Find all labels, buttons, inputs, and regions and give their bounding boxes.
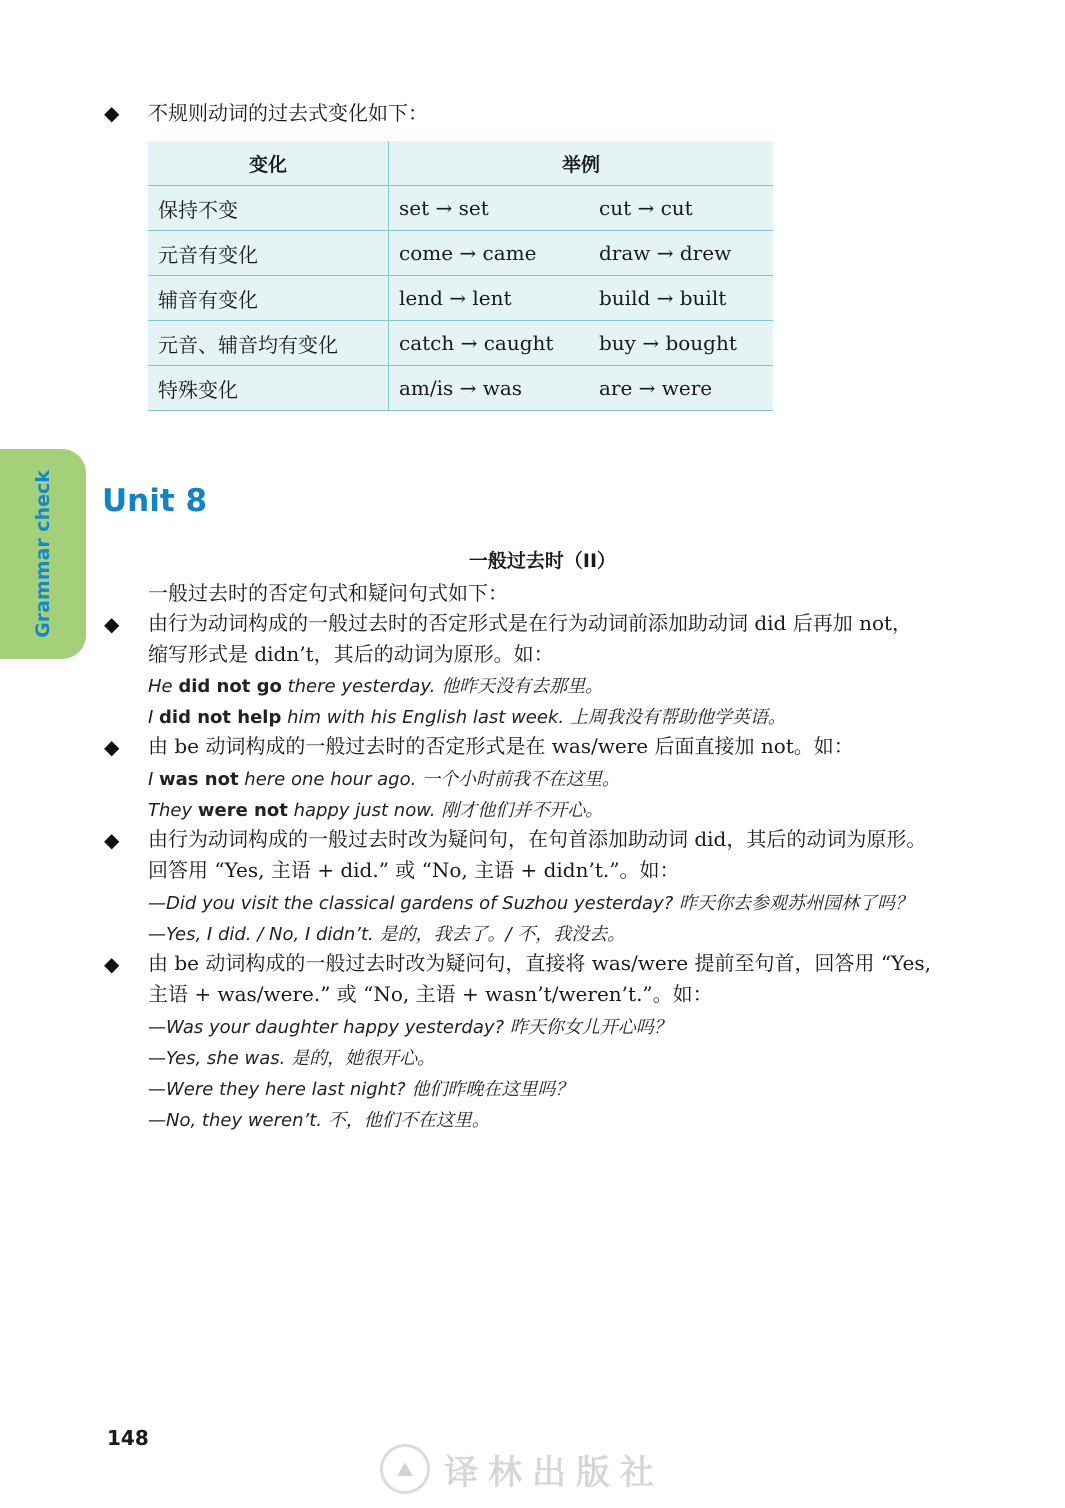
page-number: 148 <box>107 1426 149 1450</box>
rule1-example1 <box>148 672 603 702</box>
rule1-example2 <box>148 703 786 733</box>
example-text: I <box>148 769 160 790</box>
unit-title: Unit 8 <box>102 483 208 519</box>
cell-change: 辅音有变化 <box>148 276 389 321</box>
example-bold: did not help <box>159 707 282 728</box>
example-text: I <box>148 707 160 728</box>
rule1-line1: 由行为动词构成的一般过去时的否定形式是在行为动词前添加助动词 did 后再加 not， <box>148 611 913 635</box>
rule3-example1: —Did you visit the classical gardens of Suzhou yesterday? 昨天你去参观苏州园林了吗？ <box>148 893 913 914</box>
side-tab-label: Grammar check <box>32 470 54 638</box>
example-bold: did not go <box>178 676 282 697</box>
table-row <box>148 186 773 231</box>
rule3-line2: 回答用 “Yes, 主语 + did.” 或 “No, 主语 + didn’t.”。如： <box>148 858 680 882</box>
rule1-line2: 缩写形式是 didn’t，其后的动词为原形。如： <box>148 642 554 666</box>
cell-example: catch → caught <box>389 321 590 366</box>
cell-example: build → built <box>589 276 773 321</box>
cell-change: 元音有变化 <box>148 231 389 276</box>
table-row <box>148 366 773 411</box>
cell-change: 元音、辅音均有变化 <box>148 321 389 366</box>
section-title: 一般过去时（II） <box>468 550 617 572</box>
example-text: him with his English last week. 上周我没有帮助他学英语。 <box>281 707 786 728</box>
bullet-icon: ◆ <box>104 828 120 852</box>
publisher-logo-icon: ⛰ <box>380 1444 430 1494</box>
rule3-line1: 由行为动词构成的一般过去时改为疑问句，在句首添加助动词 did，其后的动词为原形。 <box>148 827 927 851</box>
example-text: They <box>148 800 198 821</box>
lead-line: 一般过去时的否定句式和疑问句式如下： <box>148 581 508 605</box>
cell-example: am/is → was <box>389 366 590 411</box>
cell-example: draw → drew <box>589 231 773 276</box>
header-example: 举例 <box>389 141 774 186</box>
cell-example: come → came <box>389 231 590 276</box>
rule2-example2 <box>148 796 603 826</box>
table-row <box>148 321 773 366</box>
bullet-icon: ◆ <box>104 952 120 976</box>
publisher-watermark <box>380 1444 664 1494</box>
irregular-verb-table <box>148 141 773 411</box>
cell-example: buy → bought <box>589 321 773 366</box>
example-bold: were not <box>197 800 288 821</box>
table-header-row <box>148 141 773 186</box>
example-text: happy just now. 刚才他们并不开心。 <box>287 800 604 821</box>
bullet-icon: ◆ <box>104 735 120 759</box>
header-change: 变化 <box>148 141 389 186</box>
cell-example: cut → cut <box>589 186 773 231</box>
publisher-name: 译林出版社 <box>444 1452 664 1493</box>
bullet-icon: ◆ <box>104 612 120 636</box>
bullet-icon: ◆ <box>104 101 120 125</box>
rule4-example1: —Was your daughter happy yesterday? 昨天你女儿开心吗？ <box>148 1017 672 1038</box>
cell-change: 特殊变化 <box>148 366 389 411</box>
example-text: there yesterday. 他昨天没有去那里。 <box>281 676 604 697</box>
example-bold: was not <box>159 769 239 790</box>
intro-line: 不规则动词的过去式变化如下： <box>148 101 428 125</box>
table-row <box>148 276 773 321</box>
cell-example: are → were <box>589 366 773 411</box>
rule4-example3: —Were they here last night? 他们昨晚在这里吗？ <box>148 1079 574 1100</box>
rule4-line2: 主语 + was/were.” 或 “No, 主语 + wasn’t/weren’t.”。如： <box>148 982 713 1006</box>
rule4-example2: —Yes, she was. 是的，她很开心。 <box>148 1048 436 1069</box>
rule4-line1: 由 be 动词构成的一般过去时改为疑问句，直接将 was/were 提前至句首，回答用 “Yes, <box>148 951 931 975</box>
rule3-example2: —Yes, I did. / No, I didn’t. 是的，我去了。/ 不，我没去。 <box>148 924 626 945</box>
example-text: He <box>148 676 179 697</box>
cell-example: lend → lent <box>389 276 590 321</box>
rule2-example1 <box>148 765 620 795</box>
rule2-line1: 由 be 动词构成的一般过去时的否定形式是在 was/were 后面直接加 not。如： <box>148 734 854 758</box>
rule4-example4: —No, they weren’t. 不，他们不在这里。 <box>148 1110 490 1131</box>
cell-change: 保持不变 <box>148 186 389 231</box>
example-text: here one hour ago. 一个小时前我不在这里。 <box>238 769 621 790</box>
table-row <box>148 231 773 276</box>
cell-example: set → set <box>389 186 590 231</box>
